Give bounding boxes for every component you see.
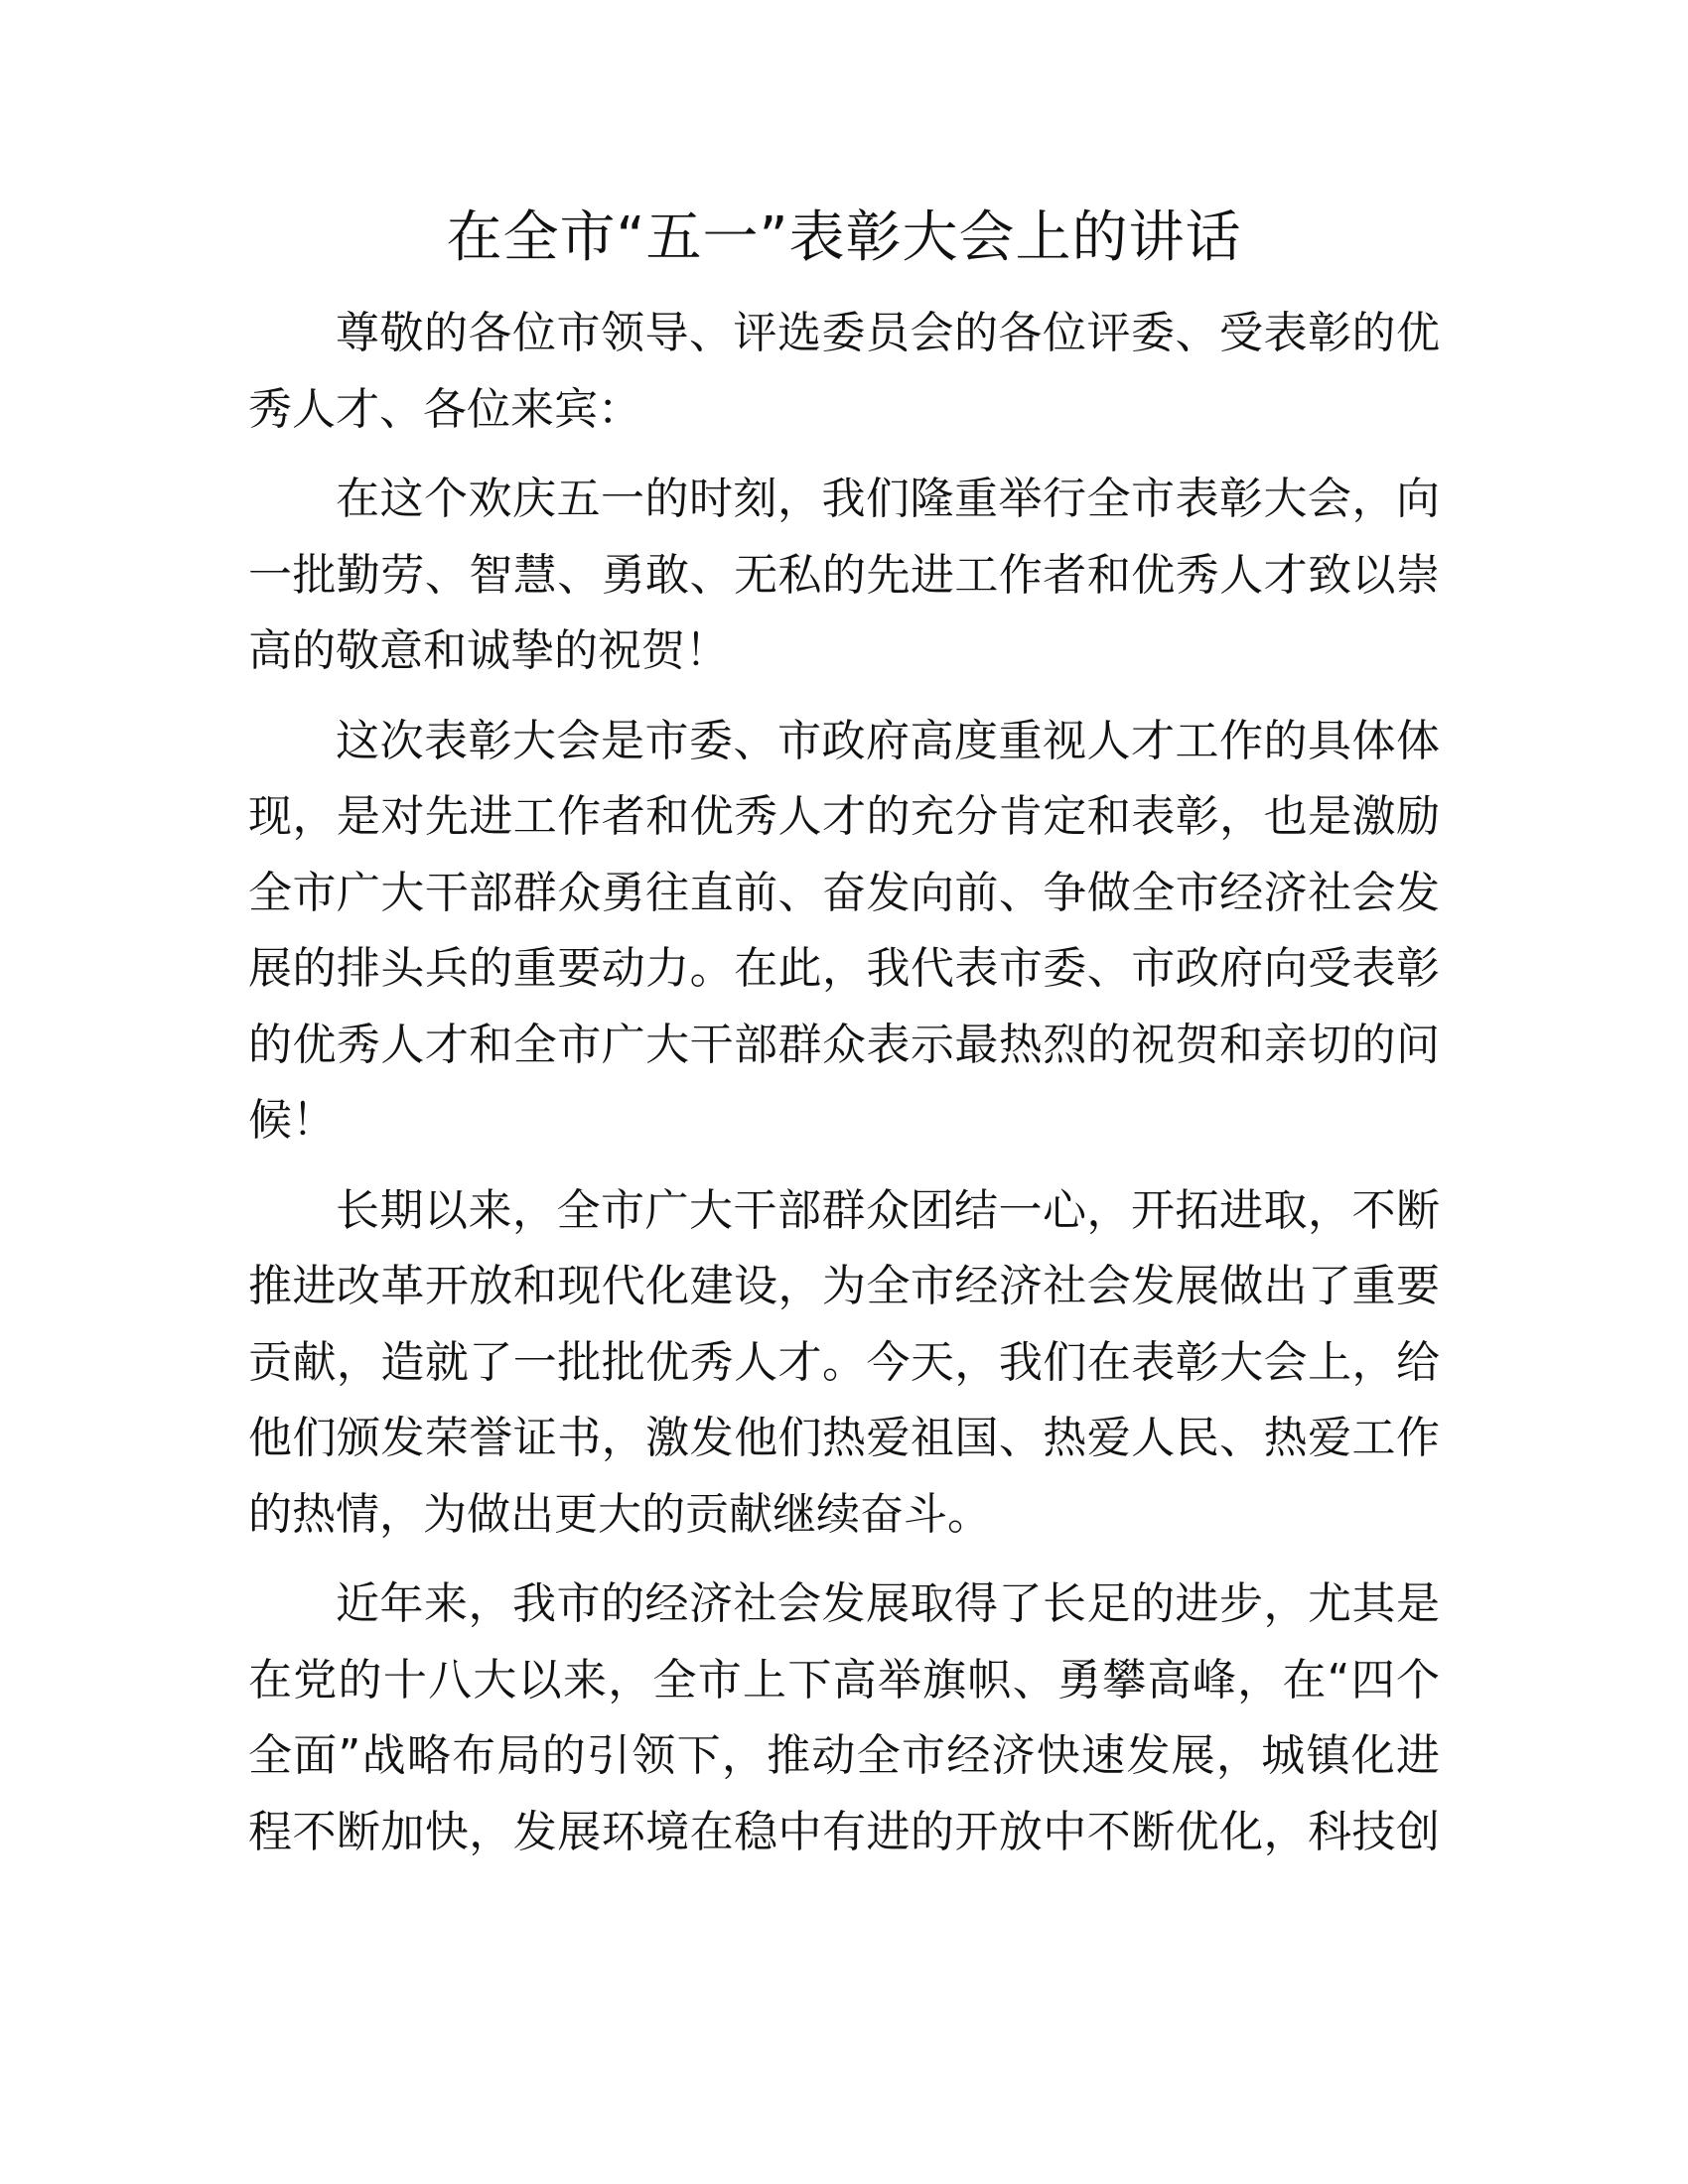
text-line: 的热情，为做出更大的贡献继续奋斗。 bbox=[248, 1488, 991, 1540]
text-line: 他们颁发荣誉证书，激发他们热爱祖国、热爱人民、热爱工作 bbox=[248, 1413, 1440, 1463]
text-line: 高的敬意和诚挚的祝贺！ bbox=[248, 625, 729, 676]
text-line: 尊敬的各位市领导、评选委员会的各位评委、受表彰的优 bbox=[336, 308, 1440, 358]
text-line: 长期以来，全市广大干部群众团结一心，开拓进取，不断 bbox=[336, 1184, 1440, 1236]
text-line: 程不断加快，发展环境在稳中有进的开放中不断优化，科技创 bbox=[248, 1806, 1440, 1857]
text-line: 贡献，造就了一批批优秀人才。今天，我们在表彰大会上，给 bbox=[248, 1336, 1440, 1388]
text-line: 全面”战略布局的引领下，推动全市经济快速发展，城镇化进 bbox=[248, 1730, 1440, 1781]
document-body bbox=[248, 296, 1440, 1884]
paragraph-congratulation bbox=[248, 462, 1440, 690]
text-line: 候！ bbox=[248, 1095, 336, 1146]
text-line: 在这个欢庆五一的时刻，我们隆重举行全市表彰大会，向 bbox=[336, 474, 1440, 524]
text-line: 推进改革开放和现代化建设，为全市经济社会发展做出了重要 bbox=[248, 1261, 1440, 1311]
paragraph-greeting bbox=[248, 296, 1440, 448]
text-line: 展的排头兵的重要动力。在此，我代表市委、市政府向受表彰 bbox=[248, 943, 1440, 994]
text-line: 近年来，我市的经济社会发展取得了长足的进步，尤其是 bbox=[336, 1578, 1440, 1629]
paragraph-achievements bbox=[248, 1173, 1440, 1554]
text-line: 秀人才、各位来宾： bbox=[248, 383, 641, 435]
text-line: 的优秀人才和全市广大干部群众表示最热烈的祝贺和亲切的问 bbox=[248, 1019, 1440, 1070]
paragraph-development bbox=[248, 1567, 1440, 1870]
text-line: 一批勤劳、智慧、勇敢、无私的先进工作者和优秀人才致以崇 bbox=[248, 549, 1440, 601]
text-line: 现，是对先进工作者和优秀人才的充分肯定和表彰，也是激励 bbox=[248, 791, 1440, 842]
document-title: 在全市“五一”表彰大会上的讲话 bbox=[446, 205, 1242, 270]
text-line: 这次表彰大会是市委、市政府高度重视人才工作的具体体 bbox=[336, 715, 1440, 766]
text-line: 在党的十八大以来，全市上下高举旗帜、勇攀高峰，在“四个 bbox=[248, 1654, 1440, 1706]
text-line: 全市广大干部群众勇往直前、奋发向前、争做全市经济社会发 bbox=[248, 867, 1440, 918]
paragraph-significance bbox=[248, 704, 1440, 1160]
